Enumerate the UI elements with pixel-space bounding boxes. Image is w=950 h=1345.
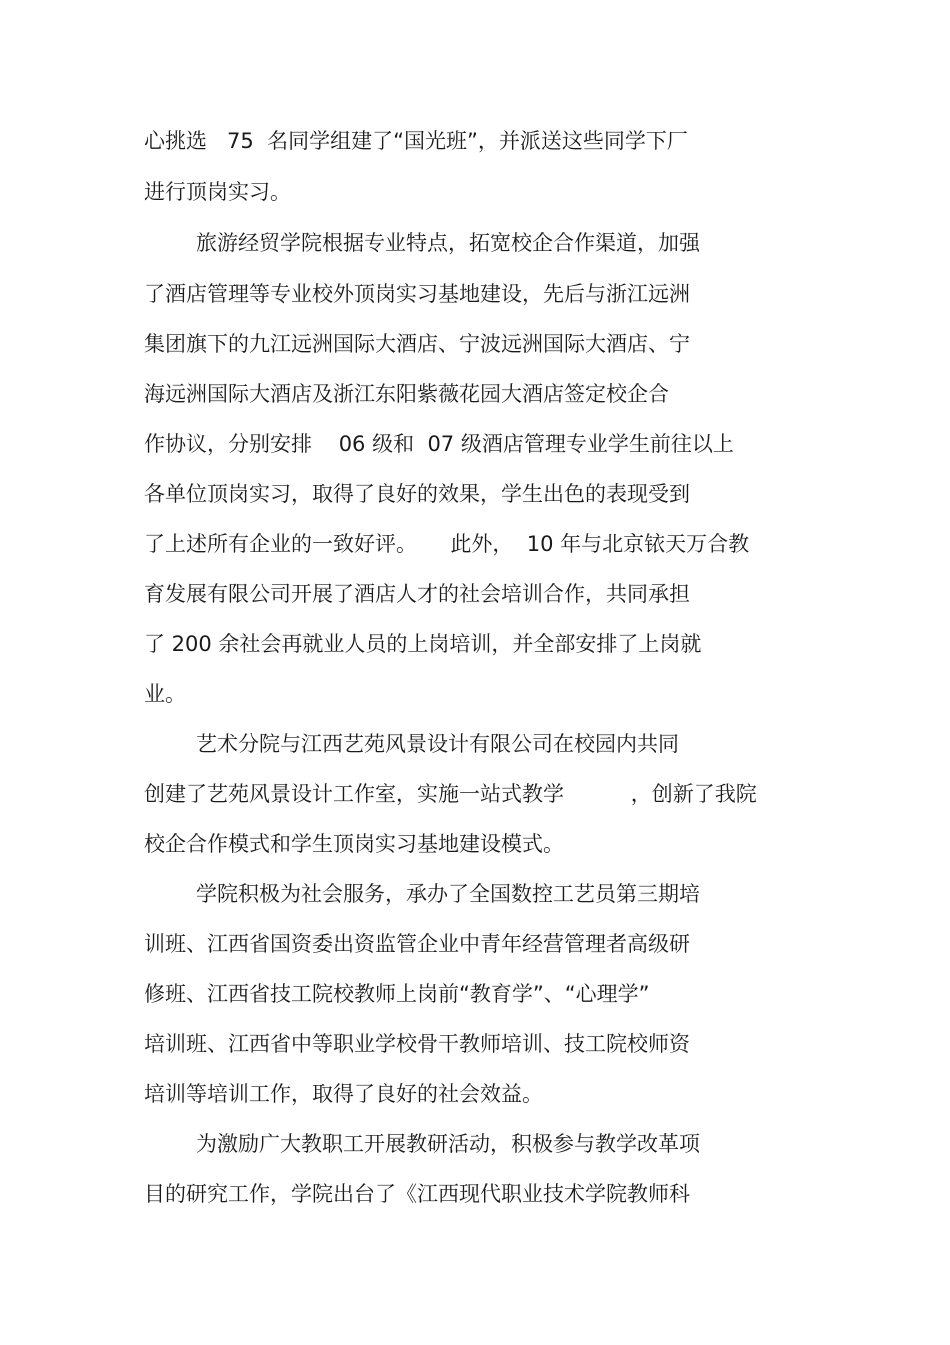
text-line: 创建了艺苑风景设计工作室，实施一站式教学 ，创新了我院: [144, 782, 757, 806]
text-line: 作协议，分别安排 06 级和 07 级酒店管理专业学生前往以上: [144, 432, 734, 456]
paragraph-first-line: 旅游经贸学院根据专业特点，拓宽校企合作渠道，加强: [196, 231, 700, 255]
text-line: 校企合作模式和学生顶岗实习基地建设模式。: [144, 832, 564, 856]
text-line: 集团旗下的九江远洲国际大酒店、宁波远洲国际大酒店、宁: [144, 332, 690, 356]
text-line: 目的研究工作，学院出台了《江西现代职业技术学院教师科: [144, 1182, 690, 1206]
text-line: 各单位顶岗实习，取得了良好的效果，学生出色的表现受到: [144, 482, 690, 506]
text-line: 业。: [144, 682, 186, 706]
text-line: 了上述所有企业的一致好评。 此外， 10 年与北京铱天万合教: [144, 532, 750, 556]
text-line: 了酒店管理等专业校外顶岗实习基地建设，先后与浙江远洲: [144, 282, 690, 306]
text-line: 育发展有限公司开展了酒店人才的社会培训合作，共同承担: [144, 582, 690, 606]
text-line: 了 200 余社会再就业人员的上岗培训，并全部安排了上岗就: [144, 632, 702, 656]
paragraph-first-line: 艺术分院与江西艺苑风景设计有限公司在校园内共同: [196, 732, 679, 756]
paragraph-first-line: 为激励广大教职工开展教研活动，积极参与教学改革项: [196, 1132, 700, 1156]
paragraph-first-line: 学院积极为社会服务，承办了全国数控工艺员第三期培: [196, 882, 700, 906]
text-line: 心挑选 75 名同学组建了“国光班”，并派送这些同学下厂: [144, 129, 688, 153]
text-line: 修班、江西省技工院校教师上岗前“教育学”、“心理学”: [144, 982, 650, 1006]
text-line: 海远洲国际大酒店及浙江东阳紫薇花园大酒店签定校企合: [144, 382, 669, 406]
text-line: 训班、江西省国资委出资监管企业中青年经营管理者高级研: [144, 932, 690, 956]
text-line: 进行顶岗实习。: [144, 180, 291, 204]
text-line: 培训等培训工作，取得了良好的社会效益。: [144, 1082, 543, 1106]
text-line: 培训班、江西省中等职业学校骨干教师培训、技工院校师资: [144, 1032, 690, 1056]
